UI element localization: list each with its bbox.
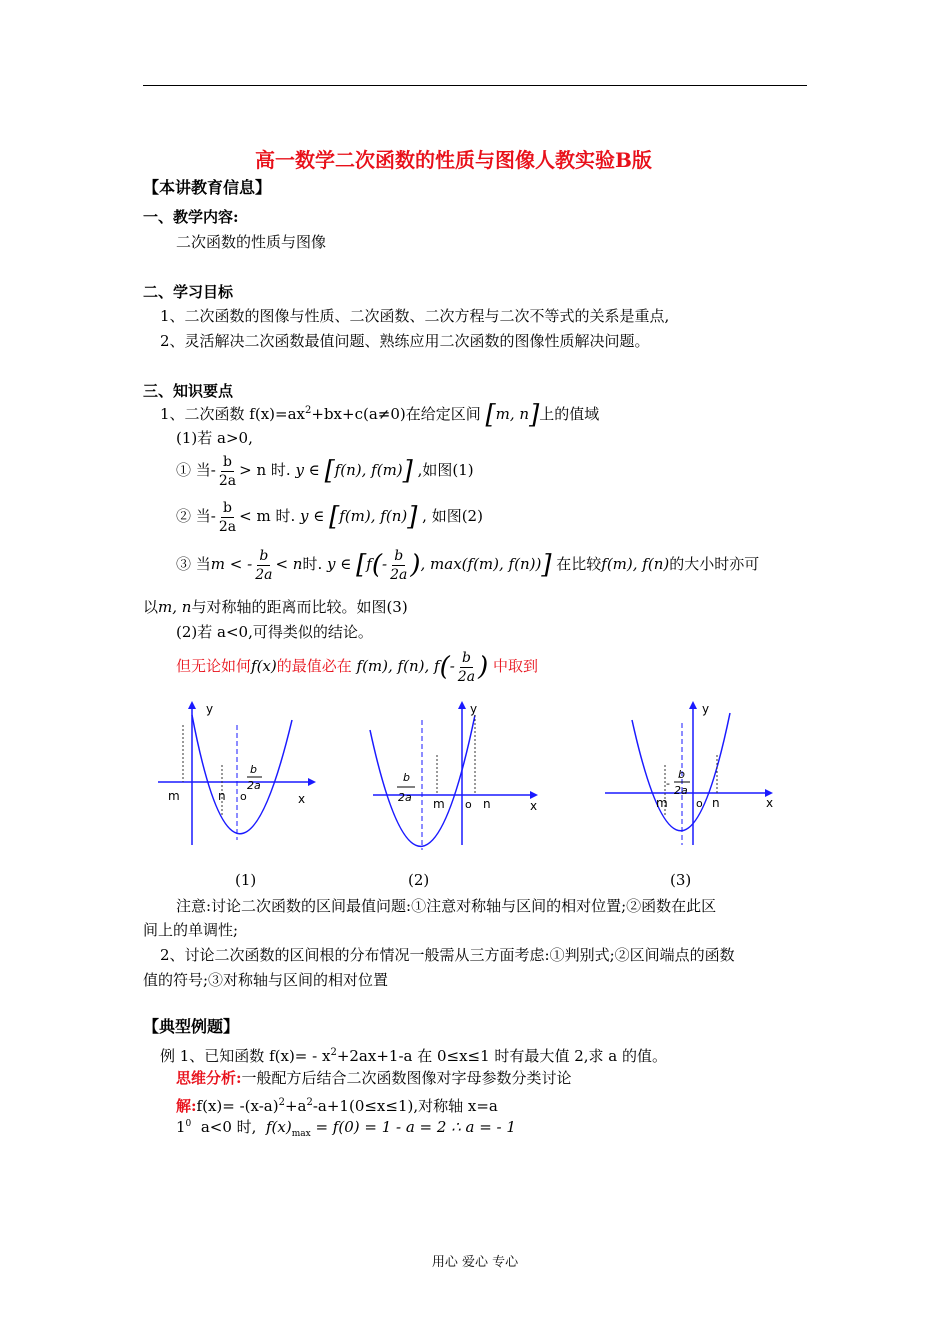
figure-3: [605, 701, 773, 845]
fig3-2a: 2a: [674, 784, 688, 797]
point-1: 1、二次函数 $f(x)=ax^2+bx+c(a\ne 0)$在给定区间 [m, n]上的值域: [160, 400, 600, 430]
parabola-figures: [150, 695, 790, 895]
fig3-b: b: [678, 768, 685, 781]
fig2-o: o: [465, 798, 472, 811]
fig1-y: y: [206, 702, 214, 716]
fig3-minus: -: [666, 777, 670, 790]
case-2: (2)若 a<0,可得类似的结论。: [176, 623, 373, 641]
figure-3-label: (3): [670, 871, 692, 889]
fig2-2a: 2a: [398, 791, 412, 804]
fig2-n: n: [483, 797, 491, 811]
fig2-x: x: [530, 799, 538, 813]
figure-2-label: (2): [408, 871, 430, 889]
condition-2: ② 当- $\frac{b}{2a}$ < m 时. y ∈ [f(m), f(n)] , 如图(2): [176, 499, 483, 535]
fig3-m: m: [656, 796, 668, 810]
condition-3: ③ 当m < - $\frac{b}{2a}$ < n时. y ∈ [f(- $\frac{b}{2a}$ ), max(f(m), f(n))] 在比较f(m), f(n)的大小时亦可: [176, 547, 760, 583]
note-line-4: 值的符号;③对称轴与区间的相对位置: [143, 971, 389, 989]
section-2-heading: 二、学习目标: [143, 283, 234, 301]
figure-1: [158, 701, 316, 845]
note-line-2: 间上的单调性;: [143, 921, 239, 939]
fig1-o: o: [240, 790, 247, 803]
condition-1: ① 当- $\frac{b}{2a}$ > n 时. y ∈ [f(n), f(m)] ,如图(1): [176, 453, 474, 489]
fig1-x: x: [298, 792, 306, 806]
fig1-n: n: [218, 789, 226, 803]
fig1-2a: 2a: [247, 779, 261, 792]
section-1-content: 二次函数的性质与图像: [176, 233, 327, 251]
solution-step-1: $1^0$ a<0 时, $f(x)_{max} = f(0) = 1 - a = 2$ ∴ a = - 1: [176, 1118, 516, 1139]
fig2-b: b: [403, 771, 410, 784]
case-1: (1)若 a>0,: [176, 429, 253, 447]
section-1-heading: 一、教学内容:: [143, 208, 239, 226]
analysis: 思维分析:一般配方后结合二次函数图像对字母参数分类讨论: [176, 1069, 572, 1087]
note-line-1: 注意:讨论二次函数的区间最值问题:①注意对称轴与区间的相对位置;②函数在此区: [176, 897, 717, 915]
info-header: 【本讲教育信息】: [143, 178, 272, 197]
header-rule: [143, 85, 807, 86]
figure-1-label: (1): [235, 871, 257, 889]
solution: 解:f(x)= $-(x-a)^2+a^2-a+1(0\le x\le 1)$,对称轴 x=a: [176, 1097, 498, 1115]
fig3-y: y: [702, 702, 710, 716]
page-footer: 用心 爱心 专心: [431, 1255, 519, 1270]
goal-1: 1、二次函数的图像与性质、二次函数、二次方程与二次不等式的关系是重点,: [160, 307, 670, 325]
fig2-m: m: [433, 797, 445, 811]
examples-heading: 【典型例题】: [143, 1017, 240, 1036]
goal-2: 2、灵活解决二次函数最值问题、熟练应用二次函数的图像性质解决问题。: [160, 332, 650, 350]
fig2-y: y: [470, 702, 478, 716]
note-line-3: 2、讨论二次函数的区间根的分布情况一般需从三方面考虑:①判别式;②区间端点的函数: [160, 946, 735, 964]
fig3-o: o: [696, 797, 703, 810]
example-1: 例 1、已知函数 $f(x)= - x^2+2ax+1-a$ 在 0≤x≤1 时有最大值 2,求 a 的值。: [160, 1047, 667, 1065]
fig3-x: x: [766, 796, 774, 810]
page-title: 高一数学二次函数的性质与图像人教实验B版: [255, 148, 652, 172]
fig1-b: b: [250, 763, 257, 776]
fig1-m: m: [168, 789, 180, 803]
figure-2: [370, 701, 538, 850]
section-3-heading: 三、知识要点: [143, 382, 234, 400]
condition-3-wrap: 以m, n与对称轴的距离而比较。如图(3): [143, 598, 408, 616]
conclusion: 但无论如何f(x)的最值必在 f(m), f(n), f(- $\frac{b}{2a}$ ) 中取到: [176, 649, 539, 685]
fig3-n: n: [712, 796, 720, 810]
